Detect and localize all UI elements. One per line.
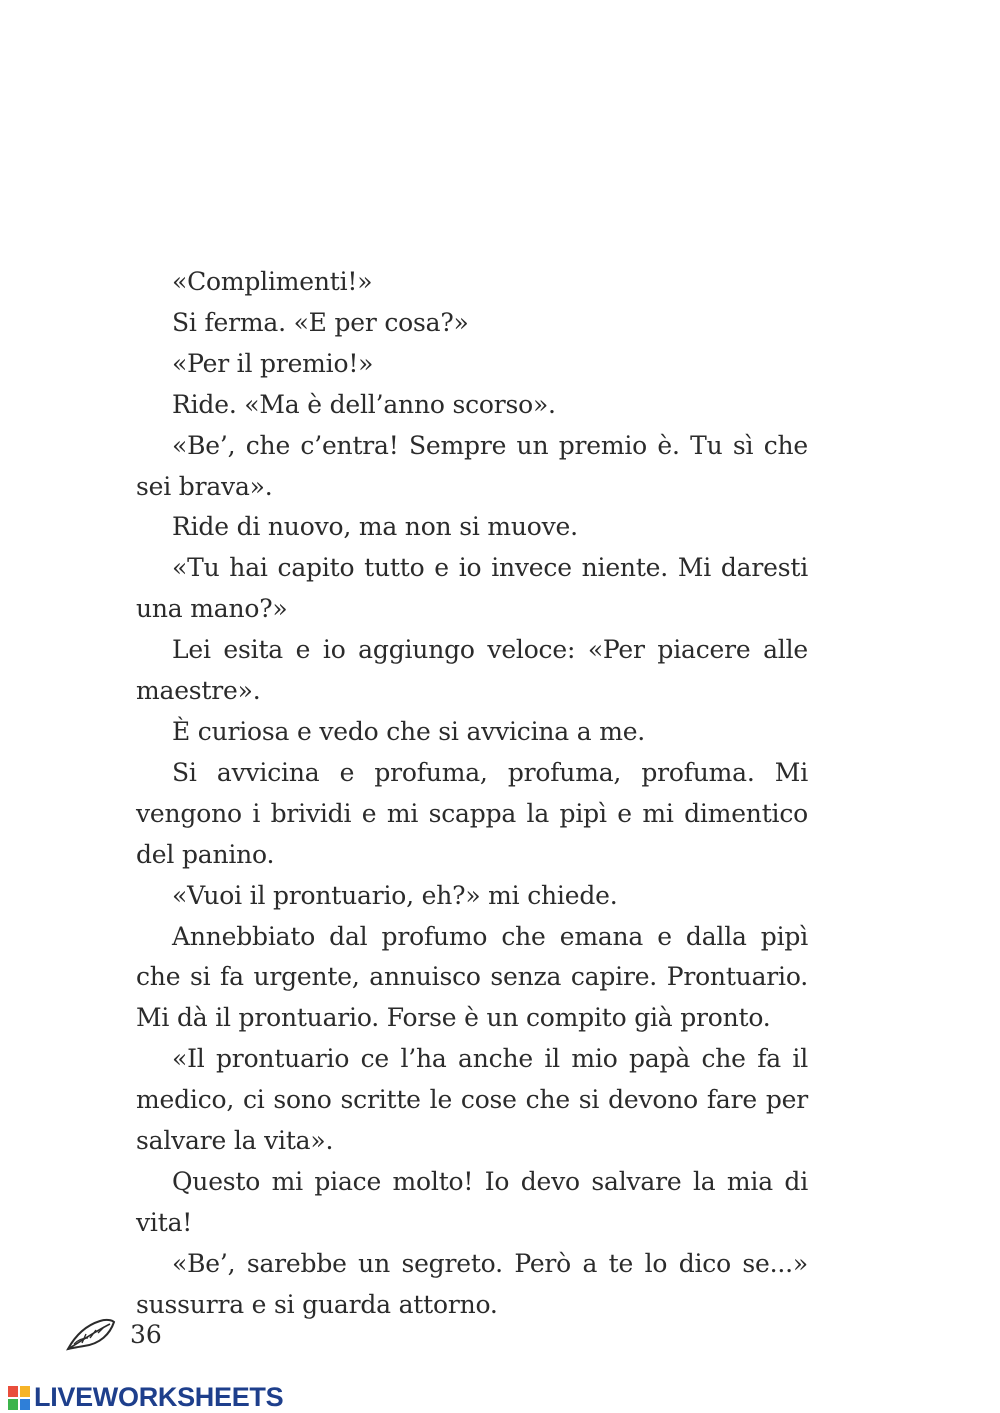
page-body <box>136 262 808 1326</box>
paragraph: Annebbiato dal profumo che emana e dalla pipì che si fa urgente, annuisco senza capire. Prontuario. Mi dà il prontuario. Forse è un compito già pronto. <box>136 921 808 1033</box>
paragraph: Ride di nuovo, ma non si muove. <box>172 512 578 542</box>
page-footer <box>64 1316 162 1352</box>
watermark-text: LIVEWORKSHEETS <box>34 1382 284 1412</box>
paragraph: Ride. «Ma è dell’anno scorso». <box>172 389 556 419</box>
leaf-icon <box>64 1316 116 1352</box>
paragraph: «Be’, sarebbe un segreto. Però a te lo dico se...» sussurra e si guarda attorno. <box>136 1248 808 1319</box>
paragraph: «Be’, che c’entra! Sempre un premio è. Tu sì che sei brava». <box>136 430 808 501</box>
paragraph: «Per il premio!» <box>172 348 374 378</box>
watermark <box>8 1382 283 1413</box>
paragraph: Questo mi piace molto! Io devo salvare la mia di vita! <box>136 1166 808 1237</box>
paragraph: Si ferma. «E per cosa?» <box>172 307 469 337</box>
paragraph: Si avvicina e profuma, profuma, profuma. Mi vengono i brividi e mi scappa la pipì e mi dimentico del panino. <box>136 757 808 869</box>
liveworksheets-logo-icon <box>8 1386 30 1410</box>
paragraph: «Vuoi il prontuario, eh?» mi chiede. <box>172 880 618 910</box>
page-number: 36 <box>130 1319 162 1349</box>
paragraph: «Tu hai capito tutto e io invece niente. Mi daresti una mano?» <box>136 553 808 624</box>
paragraph: Lei esita e io aggiungo veloce: «Per piacere alle maestre». <box>136 635 808 706</box>
paragraph: È curiosa e vedo che si avvicina a me. <box>172 716 646 746</box>
paragraph: «Complimenti!» <box>172 267 373 296</box>
paragraph: «Il prontuario ce l’ha anche il mio papà che fa il medico, ci sono scritte le cose che si devono fare per salvare la vita». <box>136 1044 808 1156</box>
